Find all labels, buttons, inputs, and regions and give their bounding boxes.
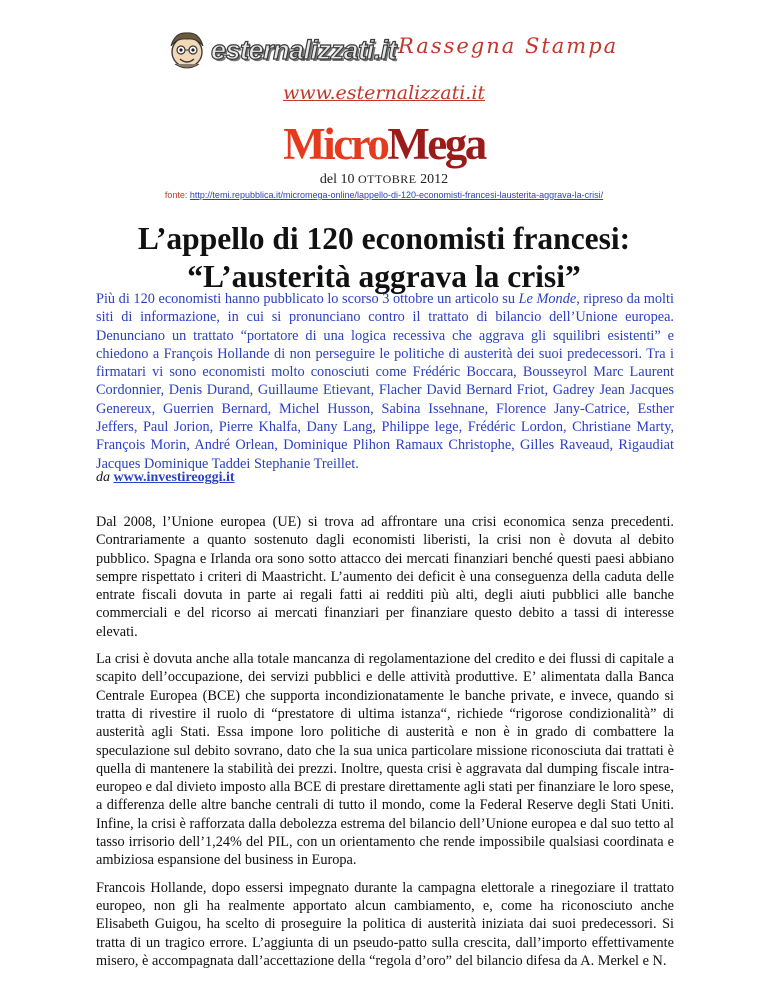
micromega-logo-mega: Mega — [387, 119, 485, 169]
article-title — [0, 220, 768, 296]
lead-text-part-2: , ripreso da molti siti di informazione, in cui si pronunciano contro il trattato di bilancio dell’Unione europea. Denunciano un trattato “portatore di una logica recessiva che aggrava gli squilibri esistenti” e chiedono a François Hollande di non perseguire le politiche di austerità dei suoi predecessori. Tra i firmatari vi sono economisti molto conosciuti come Frédéric Boccara, Bousseyrol Marc Laurent Cordonnier, Denis Durand, Guillaume Etievant, Flacher David Bernard Friot, Gadrey Jean Jacques Genereux, Guerrien Bernard, Michel Husson, Sabina Issehnane, Florence Jany-Catrice, Esther Jeffers, Paul Jorion, Pierre Khalfa, Dany Lang, Philippe lege, Frédéric Lordon, Christiane Marty, François Morin, André Orlean, Dominique Plihon Ramaux Christophe, Gilles Raveaud, Rigaudiat Jacques Dominique Taddei Stephanie Treillet. — [96, 291, 674, 472]
article-body — [96, 513, 674, 979]
publication-date — [0, 172, 768, 188]
body-paragraph: Dal 2008, l’Unione europea (UE) si trova ad affrontare una crisi economica senza precedenti. Contrariamente a quanto sostenuto dagli economisti liberisti, la crisi non è dovuta al debito pubblico. Spagna e Irlanda ora sono sotto attacco dei mercati finanziari benché questi paesi abbiano sempre rispettato i criteri di Maastricht. L’aumento dei deficit è una conseguenza della caduta delle entrate fiscali dovuta in parte ai regali fatti ai redditi più alti, degli aiuti pubblici alle banche commerciali e del ricorso ai mercati finanziari per finanziare questo debito a tassi di interesse elevati. — [96, 514, 674, 640]
date-month: OTTOBRE — [357, 172, 417, 186]
document-header — [0, 0, 768, 200]
article-title-line-1: L’appello di 120 economisti francesi: — [137, 221, 631, 256]
article-title-line-2: “L’austerità aggrava la crisi” — [187, 259, 581, 294]
micromega-logo-micro: Micro — [283, 119, 388, 169]
rassegna-stampa-label: Rassegna Stampa — [398, 34, 619, 58]
date-year: 2012 — [416, 172, 449, 187]
article-lead — [96, 290, 674, 473]
lead-text-part-1: Più di 120 economisti hanno pubblicato lo scorso 3 ottobre un articolo su — [96, 291, 519, 307]
lead-newspaper-name: Le Monde — [518, 291, 577, 307]
investireoggi-link[interactable]: www.investireoggi.it — [113, 470, 235, 485]
source-line — [0, 190, 768, 200]
logo-text: esternalizzati.it — [211, 34, 397, 65]
source-url-link[interactable]: http://temi.repubblica.it/micromega-online/lappello-di-120-economisti-francesi-lausterita-aggrava-la-crisi/ — [189, 190, 604, 200]
body-paragraph: Francois Hollande, dopo essersi impegnato durante la campagna elettorale a rinegoziare il trattato europeo, non gli ha realmente apportato alcun cambiamento, e, come ha riconosciuto anche Elisabeth Guigou, ha scelto di proseguire la politica di austerità iniziata dai suoi predecessori. Si tratta di un tragico errore. L’aggiunta di un pseudo-patto sulla crescita, dall’importo effettivamente misero, è accompagnata dall’accettazione della “regola d’oro” del bilancio difesa da A. Merkel e N. — [96, 879, 674, 969]
cartoon-face-icon — [165, 28, 209, 72]
attribution-label: da — [96, 470, 114, 485]
esternalizzati-logo[interactable] — [165, 28, 396, 72]
site-url-link[interactable]: www.esternalizzati.it — [282, 82, 486, 104]
date-prefix: del 10 — [319, 172, 358, 187]
source-attribution — [96, 470, 235, 486]
body-paragraph: La crisi è dovuta anche alla totale mancanza di regolamentazione del credito e dei flussi di capitale a scapito dell’occupazione, dei servizi pubblici e delle attività produttive. E’ alimentata dalla Banca Centrale Europea (BCE) che supporta incondizionatamente le banche private, e invece, quando si tratta di rivestire il ruolo di “prestatore di ultima istanza“, richiede “rigorose condizionalità” di austerità agli Stati. Essa impone loro politiche di austerità e non è in grado di combattere la speculazione sul debito sovrano, dato che la sua unica particolare missione riconosciuta dai trattati è quella di mantenere la stabilità dei prezzi. Inoltre, questa crisi è aggravata dal dumping fiscale intra-europeo e dal divieto imposto alla BCE di prestare direttamente agli stati per finanziare le loro spese, a differenza delle altre banche centrali di tutto il mondo, come la Federal Reserve degli Stati Uniti. Infine, la crisi è rafforzata dalla debolezza estrema del bilancio dell’Unione europea e dal suo tetto al tasso irrisorio dell’1,24% del PIL, con un orientamento che rende impossibile qualsiasi coordinata e ambiziosa espansione del business in Europa. — [96, 651, 674, 869]
source-label: fonte: — [164, 190, 190, 200]
micromega-logo — [0, 119, 768, 169]
